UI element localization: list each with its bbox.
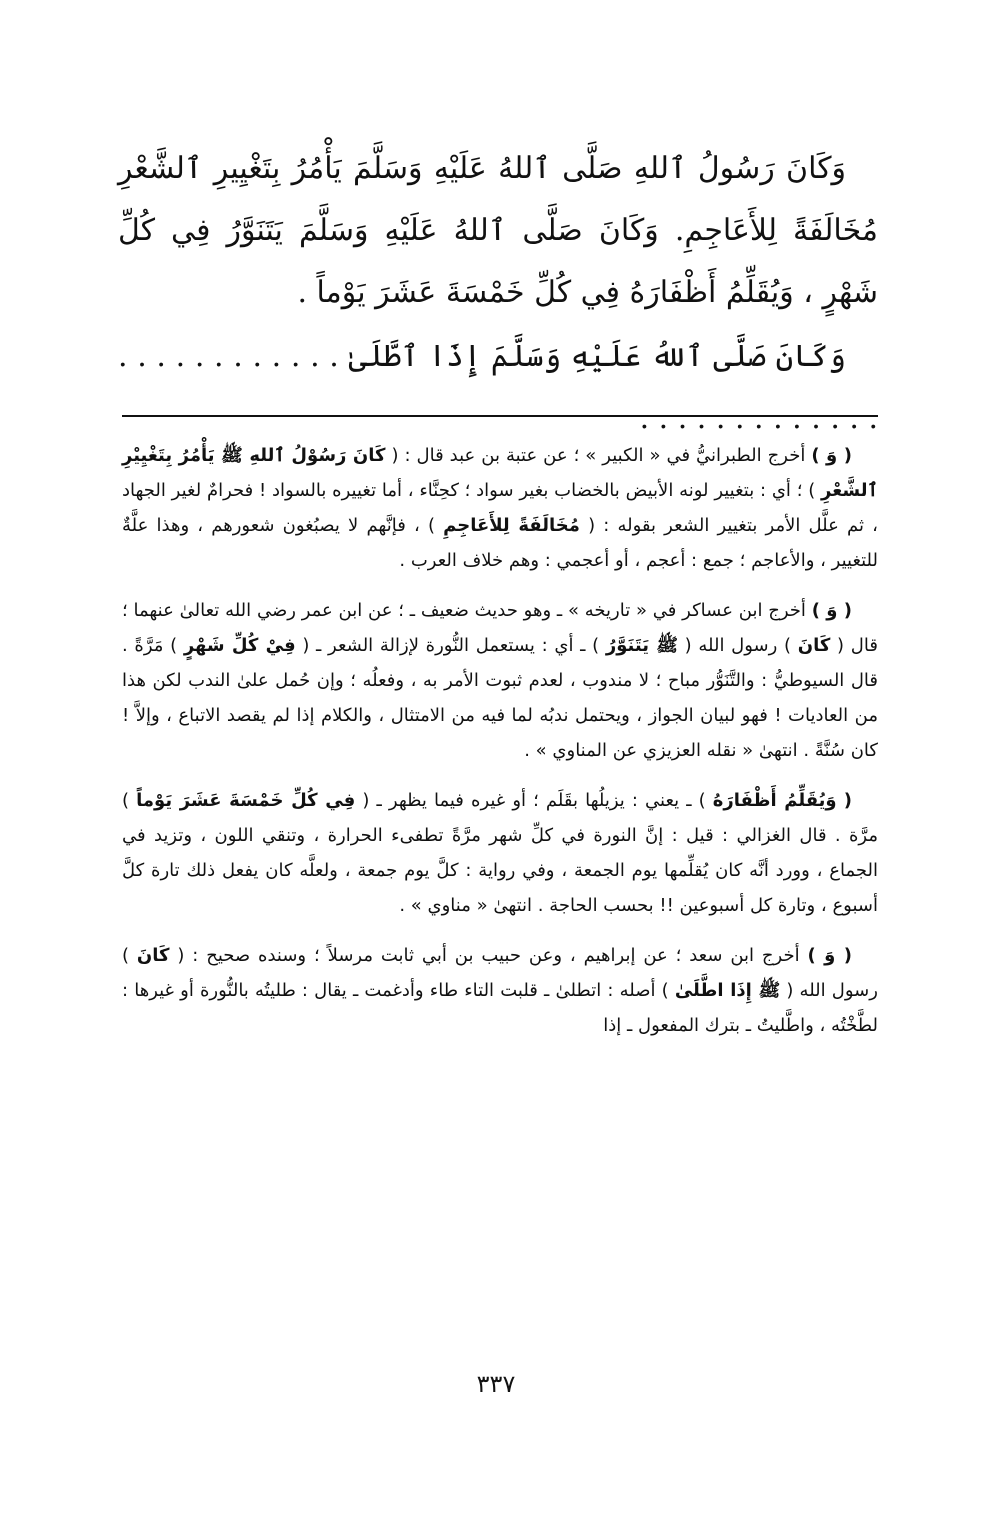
footnote-text: ) أصله : اتطلىٰ ـ قلبت التاء طاء وأدغمت ـ يقال : طليتُه بالنُّورة أو غيرها : لطَّخْتُه ، واطَّليتُ ـ بترك المفعول ـ إذا bbox=[122, 980, 878, 1036]
main-text-block bbox=[118, 138, 878, 450]
footnote-text: ) ؛ أي : بتغيير لونه الأبيض بالخضاب بغير سواد ؛ كحِنَّاء ، أما تغييره بالسواد ! فحرامٌ لغير الجهاد ، ثم علَّل الأمر بتغيير الشعر بقوله : ( bbox=[122, 480, 878, 536]
hadith-quote: فِي كُلِّ خَمْسَةَ عَشَرَ يَوْماً bbox=[136, 790, 356, 811]
main-paragraph: وَكَانَ صَلَّى ٱللهُ عَلَيْهِ وَسَلَّمَ إِذَا ٱطَّلَىٰ . . . . . . . . . . . . . . . . . . . . . . . . . bbox=[118, 339, 878, 436]
footnote-text: أخرج ابن سعد ؛ عن إبراهيم ، وعن حبيب بن أبي ثابت مرسلاً ؛ وسنده صحيح : ( bbox=[177, 945, 800, 966]
footnote-text: ) مرَّة . قال الغزالي : قيل : إنَّ النورة في كلِّ شهر مرَّةً تطفىء الحرارة ، وتنقي اللون ، وتزيد في الجماع ، وورد أنَّه كان يُقلِّمها يوم الجمعة ، وفي رواية : كلَّ يوم جمعة ، ولعلَّه كان يفعل ذلك تارة كلَّ أسبوع ، وتارة كل أسبوعين !! بحسب الحاجة . انتهىٰ « مناوي » . bbox=[122, 790, 878, 916]
hadith-quote: فِيْ كُلِّ شَهْرٍ bbox=[183, 635, 296, 656]
footnote-paragraph bbox=[122, 938, 878, 1043]
hadith-quote: كَانَ bbox=[797, 635, 831, 656]
footnote-ref: ( وَ ) bbox=[811, 445, 852, 466]
footnote-paragraph bbox=[122, 593, 878, 768]
footnote-text: ) رسول الله ( bbox=[684, 635, 792, 656]
footnote-ref: ( bbox=[843, 790, 852, 811]
hadith-quote: كَانَ bbox=[136, 945, 170, 966]
hadith-quote: كَانَ رَسُوْلُ ٱللهِ ﷺ يَأْمُرُ بِتَغْيِيْرِ ٱلشَّعْرِ bbox=[122, 445, 878, 501]
footnote-ref: ( وَ ) bbox=[807, 945, 852, 966]
footnote-paragraph bbox=[122, 438, 878, 578]
main-paragraph: وَكَانَ رَسُولُ ٱللهِ صَلَّى ٱللهُ عَلَيْهِ وَسَلَّمَ يَأْمُرُ بِتَغْيِيرِ ٱلشَّعْرِ مُخَالَفَةً لِلأَعَاجِمِ. وَكَانَ صَلَّى ٱللهُ عَلَيْهِ وَسَلَّمَ يَتَنَوَّرُ فِي كُلِّ شَهْرٍ ، وَيُقَلِّمُ أَظْفَارَهُ فِي كُلِّ خَمْسَةَ عَشَرَ يَوْماً . bbox=[118, 151, 878, 310]
page-number: ٣٣٧ bbox=[476, 1370, 516, 1398]
footnote-paragraph bbox=[122, 783, 878, 923]
footnote-text: ) رسول الله ( bbox=[122, 945, 878, 1001]
footnote-text: ) مَرَّةً . قال السيوطيُّ : والتَّنَوُّر مباح ؛ لا مندوب ، لعدم ثبوت الأمر به ، وفعلُه ؛ وإن حُمل علىٰ الندب لكن هذا من العاديات ! فهو لبيان الجواز ، ويحتمل ندبُه لما فيه من الامتثال ، والكلام إذا لم يقصد الاتباع ، وإلاَّ ! كان سُنَّةً . انتهىٰ « نقله العزيزي عن المناوي » . bbox=[122, 635, 878, 761]
hadith-quote: وَيُقَلِّمُ أَظْفَارَهُ bbox=[712, 790, 837, 811]
footnote-text: أخرج ابن عساكر في « تاريخه » ـ وهو حديث ضعيف ـ ؛ عن ابن عمر رضي الله تعالىٰ عنهما ؛ قال ( bbox=[122, 600, 878, 656]
footnote-text: ) ـ يعني : يزيلُها بقَلَم ؛ أو غيره فيما يظهر ـ ( bbox=[362, 790, 706, 811]
footnote-text: أخرج الطبرانيُّ في « الكبير » ؛ عن عتبة بن عبد قال : ( bbox=[391, 445, 806, 466]
footnote-divider bbox=[122, 415, 878, 417]
hadith-quote: ﷺ يَتَنَوَّرُ bbox=[605, 635, 678, 656]
footnote-text: ) ، فإنَّهم لا يصبُغون شعورهم ، وهذا علَّةٌ للتغيير ، والأعاجم ؛ جمع : أعجم ، أو أعجمي : وهم خلاف العرب . bbox=[122, 515, 878, 571]
footnote-text: ) ـ أي : يستعمل النُّورة لإزالة الشعر ـ ( bbox=[302, 635, 600, 656]
footnotes-block bbox=[122, 438, 878, 1058]
hadith-quote: مُخَالَفَةً لِلأَعَاجِمِ bbox=[443, 515, 580, 536]
footnote-ref: ( وَ ) bbox=[811, 600, 852, 621]
hadith-quote: ﷺ إِذَا اطَّلَىٰ bbox=[674, 980, 781, 1001]
